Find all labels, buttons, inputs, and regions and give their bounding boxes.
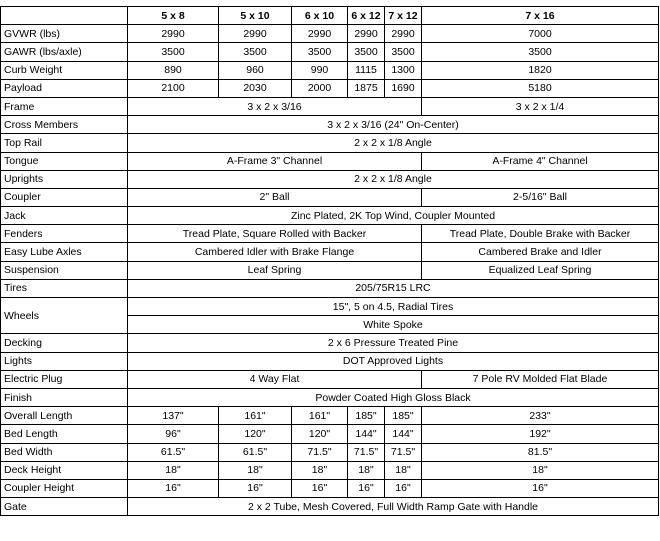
row-label: Electric Plug bbox=[1, 370, 128, 388]
cell: 15", 5 on 4.5, Radial Tires bbox=[128, 298, 659, 316]
cell: 2 x 2 x 1/8 Angle bbox=[128, 170, 659, 188]
cell: 2990 bbox=[128, 25, 219, 43]
cell: 18" bbox=[128, 461, 219, 479]
row-label: Bed Width bbox=[1, 443, 128, 461]
cell: 205/75R15 LRC bbox=[128, 279, 659, 297]
cell: 3500 bbox=[219, 43, 292, 61]
cell: Tread Plate, Double Brake with Backer bbox=[422, 225, 659, 243]
cell: 71.5" bbox=[348, 443, 385, 461]
cell: 120" bbox=[219, 425, 292, 443]
cell: 71.5" bbox=[385, 443, 422, 461]
cell: 3 x 2 x 3/16 (24" On-Center) bbox=[128, 116, 659, 134]
row-wheels bbox=[1, 298, 659, 316]
cell: 1300 bbox=[385, 61, 422, 79]
header-7x12: 7 x 12 bbox=[385, 7, 422, 25]
row-label: Bed Length bbox=[1, 425, 128, 443]
cell: 7000 bbox=[422, 25, 659, 43]
cell: 3500 bbox=[292, 43, 348, 61]
cell: 2990 bbox=[348, 25, 385, 43]
row-label: Wheels bbox=[1, 298, 128, 334]
cell: 16" bbox=[219, 479, 292, 497]
row-frame bbox=[1, 97, 659, 115]
cell: 16" bbox=[128, 479, 219, 497]
cell: 161" bbox=[292, 407, 348, 425]
row-label: Gate bbox=[1, 498, 128, 516]
row-deck-height bbox=[1, 461, 659, 479]
cell: 1115 bbox=[348, 61, 385, 79]
row-electric-plug bbox=[1, 370, 659, 388]
cell: 71.5" bbox=[292, 443, 348, 461]
cell: Cambered Idler with Brake Flange bbox=[128, 243, 422, 261]
cell: 18" bbox=[219, 461, 292, 479]
cell: 96" bbox=[128, 425, 219, 443]
row-label: Overall Length bbox=[1, 407, 128, 425]
cell: 2000 bbox=[292, 79, 348, 97]
cell: 18" bbox=[292, 461, 348, 479]
cell: 81.5" bbox=[422, 443, 659, 461]
cell: 192" bbox=[422, 425, 659, 443]
cell: 120" bbox=[292, 425, 348, 443]
cell: Zinc Plated, 2K Top Wind, Coupler Mounted bbox=[128, 207, 659, 225]
cell: 16" bbox=[385, 479, 422, 497]
cell: White Spoke bbox=[128, 316, 659, 334]
row-label: Coupler Height bbox=[1, 479, 128, 497]
header-5x8: 5 x 8 bbox=[128, 7, 219, 25]
cell: 233" bbox=[422, 407, 659, 425]
cell: 5180 bbox=[422, 79, 659, 97]
row-label: Top Rail bbox=[1, 134, 128, 152]
cell: 4 Way Flat bbox=[128, 370, 422, 388]
cell: 1875 bbox=[348, 79, 385, 97]
cell: 61.5" bbox=[219, 443, 292, 461]
header-5x10: 5 x 10 bbox=[219, 7, 292, 25]
row-label: Tongue bbox=[1, 152, 128, 170]
row-overall-length bbox=[1, 407, 659, 425]
row-label: Suspension bbox=[1, 261, 128, 279]
cell: 1820 bbox=[422, 61, 659, 79]
cell: 185" bbox=[385, 407, 422, 425]
header-7x16: 7 x 16 bbox=[422, 7, 659, 25]
cell: 3 x 2 x 3/16 bbox=[128, 97, 422, 115]
cell: Tread Plate, Square Rolled with Backer bbox=[128, 225, 422, 243]
cell: DOT Approved Lights bbox=[128, 352, 659, 370]
header-6x10: 6 x 10 bbox=[292, 7, 348, 25]
header-6x12: 6 x 12 bbox=[348, 7, 385, 25]
header-blank bbox=[1, 7, 128, 25]
row-gawr bbox=[1, 43, 659, 61]
cell: 7 Pole RV Molded Flat Blade bbox=[422, 370, 659, 388]
row-label: Lights bbox=[1, 352, 128, 370]
cell: 960 bbox=[219, 61, 292, 79]
row-label: Payload bbox=[1, 79, 128, 97]
row-bed-width bbox=[1, 443, 659, 461]
row-payload bbox=[1, 79, 659, 97]
cell: 144" bbox=[385, 425, 422, 443]
row-label: Curb Weight bbox=[1, 61, 128, 79]
row-suspension bbox=[1, 261, 659, 279]
cell: 2 x 6 Pressure Treated Pine bbox=[128, 334, 659, 352]
row-top-rail bbox=[1, 134, 659, 152]
cell: 2 x 2 Tube, Mesh Covered, Full Width Ramp Gate with Handle bbox=[128, 498, 659, 516]
cell: 990 bbox=[292, 61, 348, 79]
row-lights bbox=[1, 352, 659, 370]
row-label: Tires bbox=[1, 279, 128, 297]
row-fenders bbox=[1, 225, 659, 243]
cell: 137" bbox=[128, 407, 219, 425]
cell: A-Frame 4" Channel bbox=[422, 152, 659, 170]
row-tires bbox=[1, 279, 659, 297]
cell: 18" bbox=[385, 461, 422, 479]
cell: 3 x 2 x 1/4 bbox=[422, 97, 659, 115]
cell: 16" bbox=[348, 479, 385, 497]
row-label: Easy Lube Axles bbox=[1, 243, 128, 261]
cell: 2-5/16" Ball bbox=[422, 188, 659, 206]
row-coupler bbox=[1, 188, 659, 206]
cell: 161" bbox=[219, 407, 292, 425]
row-cross-members bbox=[1, 116, 659, 134]
cell: 2 x 2 x 1/8 Angle bbox=[128, 134, 659, 152]
cell: Equalized Leaf Spring bbox=[422, 261, 659, 279]
cell: 144" bbox=[348, 425, 385, 443]
row-label: Frame bbox=[1, 97, 128, 115]
row-curb-weight bbox=[1, 61, 659, 79]
row-label: Deck Height bbox=[1, 461, 128, 479]
row-label: Decking bbox=[1, 334, 128, 352]
cell: 3500 bbox=[385, 43, 422, 61]
row-label: Cross Members bbox=[1, 116, 128, 134]
row-label: GVWR (lbs) bbox=[1, 25, 128, 43]
row-label: Uprights bbox=[1, 170, 128, 188]
header-row bbox=[1, 7, 659, 25]
row-label: GAWR (lbs/axle) bbox=[1, 43, 128, 61]
cell: 2" Ball bbox=[128, 188, 422, 206]
row-label: Jack bbox=[1, 207, 128, 225]
row-label: Coupler bbox=[1, 188, 128, 206]
row-gate bbox=[1, 498, 659, 516]
cell: 3500 bbox=[348, 43, 385, 61]
row-bed-length bbox=[1, 425, 659, 443]
row-jack bbox=[1, 207, 659, 225]
cell: 890 bbox=[128, 61, 219, 79]
cell: 2990 bbox=[219, 25, 292, 43]
cell: A-Frame 3" Channel bbox=[128, 152, 422, 170]
row-easy-lube-axles bbox=[1, 243, 659, 261]
row-tongue bbox=[1, 152, 659, 170]
cell: 1690 bbox=[385, 79, 422, 97]
cell: 2030 bbox=[219, 79, 292, 97]
cell: 61.5" bbox=[128, 443, 219, 461]
row-gvwr bbox=[1, 25, 659, 43]
cell: 16" bbox=[422, 479, 659, 497]
cell: 3500 bbox=[422, 43, 659, 61]
cell: 2990 bbox=[385, 25, 422, 43]
cell: 185" bbox=[348, 407, 385, 425]
row-label: Finish bbox=[1, 388, 128, 406]
row-label: Fenders bbox=[1, 225, 128, 243]
row-decking bbox=[1, 334, 659, 352]
row-uprights bbox=[1, 170, 659, 188]
row-finish bbox=[1, 388, 659, 406]
cell: 18" bbox=[422, 461, 659, 479]
cell: 2990 bbox=[292, 25, 348, 43]
cell: 16" bbox=[292, 479, 348, 497]
cell: 2100 bbox=[128, 79, 219, 97]
cell: Leaf Spring bbox=[128, 261, 422, 279]
cell: Powder Coated High Gloss Black bbox=[128, 388, 659, 406]
cell: 3500 bbox=[128, 43, 219, 61]
trailer-spec-table bbox=[0, 6, 659, 516]
row-coupler-height bbox=[1, 479, 659, 497]
cell: 18" bbox=[348, 461, 385, 479]
cell: Cambered Brake and Idler bbox=[422, 243, 659, 261]
